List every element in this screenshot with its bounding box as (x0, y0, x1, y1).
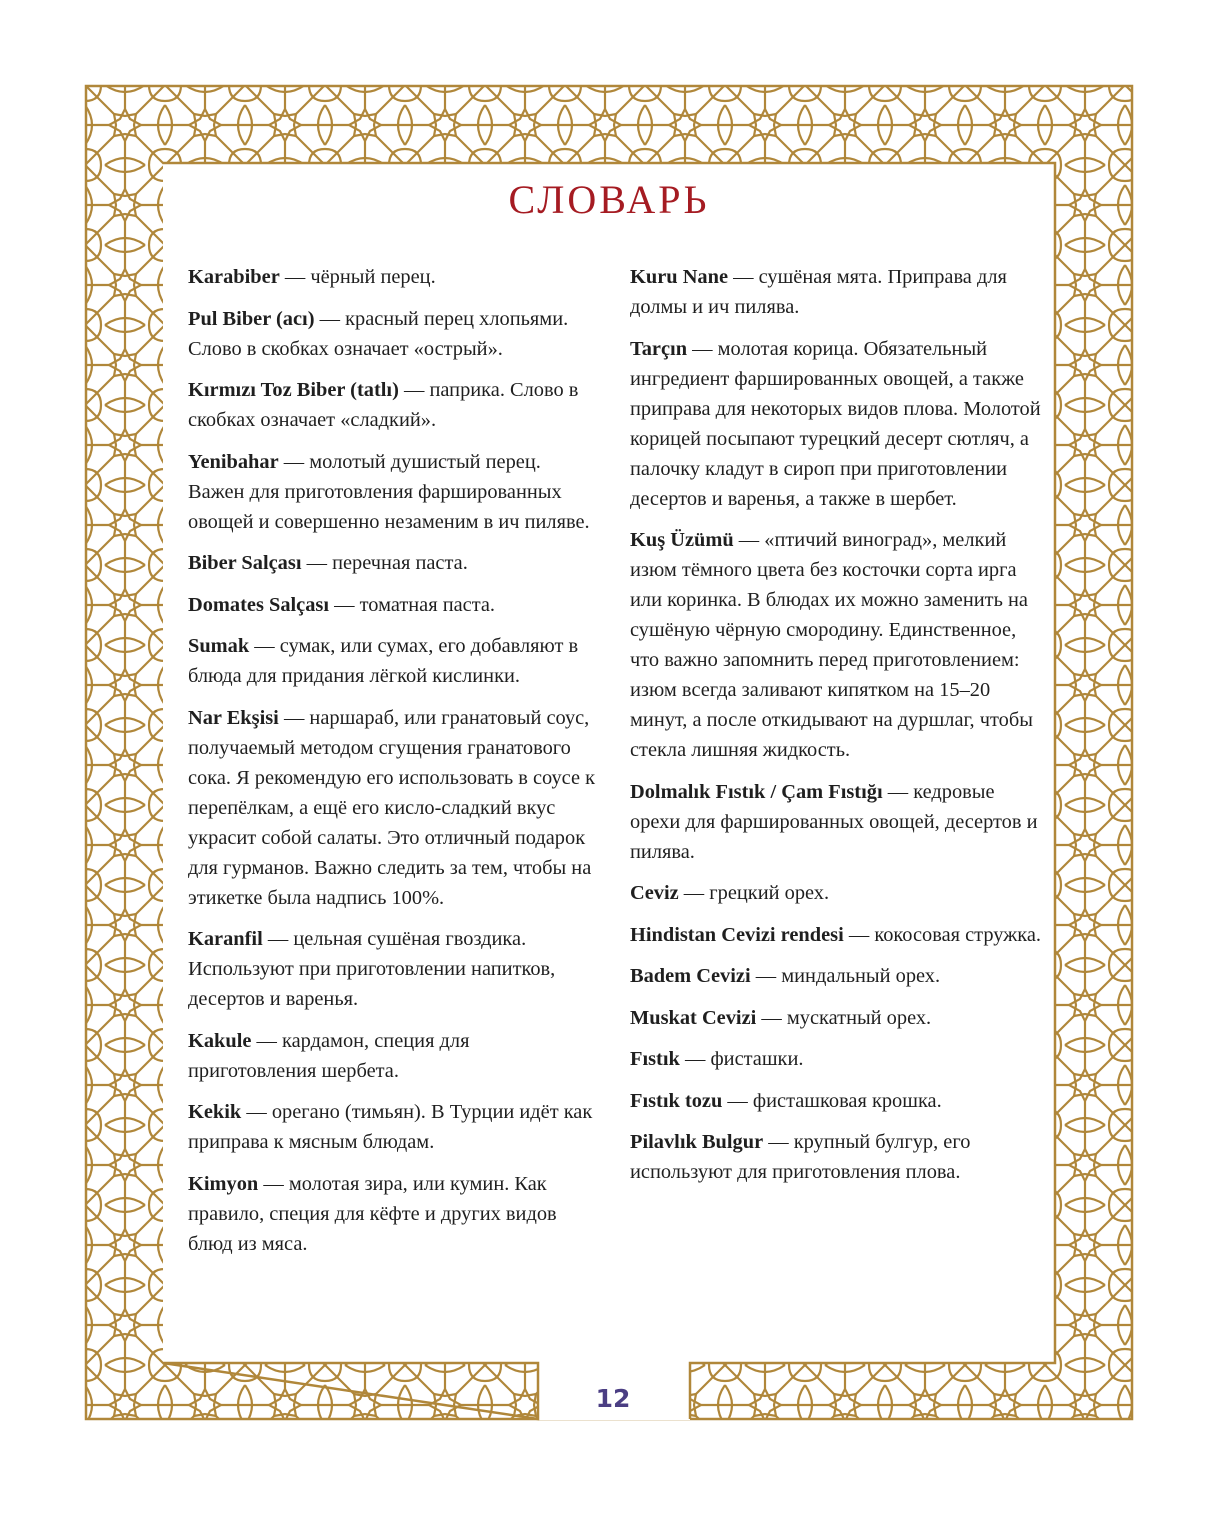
entry-term: Biber Salçası (188, 552, 302, 574)
glossary-entry (188, 304, 598, 364)
entry-definition: — грецкий орех. (678, 882, 830, 904)
glossary-entry (630, 920, 1042, 950)
glossary-entry (188, 1026, 598, 1086)
entry-term: Dolmalık Fıstık / Çam Fıstığı (630, 780, 883, 803)
entry-definition: — мускатный орех. (756, 1006, 932, 1029)
glossary-entry (188, 924, 598, 1014)
entry-definition: — красный перец хлопьями. Слово в скобках означает «острый». (188, 307, 569, 360)
entry-term: Sumak (188, 635, 250, 657)
entry-definition: — кокосовая стружка. (843, 923, 1042, 946)
entry-definition: — кардамон, специя для приготовления шербета. (188, 1029, 470, 1082)
entry-definition: — кедровые орехи для фаршированных овощей, десертов и пилява. (630, 780, 1038, 863)
entry-term: Kuş Üzümü (630, 529, 734, 551)
glossary-entry (188, 375, 598, 435)
entry-term: Karanfil (188, 928, 263, 950)
entry-term: Badem Cevizi (630, 965, 751, 987)
glossary-column-left (188, 262, 598, 1270)
glossary-entry (188, 1169, 598, 1259)
entry-definition: — фисташки. (679, 1048, 804, 1070)
entry-term: Nar Ekşisi (188, 706, 279, 729)
entry-term: Kuru Nane (630, 266, 729, 288)
entry-term: Domates Salçası (188, 593, 330, 616)
glossary-entry (630, 1127, 1042, 1187)
entry-term: Pul Biber (acı) (188, 307, 315, 330)
glossary-entry (630, 334, 1042, 514)
glossary-entry (630, 1044, 1042, 1074)
entry-definition: — томатная паста. (329, 593, 496, 616)
entry-definition: — чёрный перец. (279, 266, 436, 288)
glossary-entry (630, 525, 1042, 765)
glossary-entry (630, 878, 1042, 908)
entry-definition: — орегано (тимьян). В Турции идёт как приправа к мясным блюдам. (188, 1101, 593, 1153)
glossary-entry (630, 1003, 1042, 1033)
glossary-entry (188, 703, 598, 913)
entry-term: Karabiber (188, 266, 280, 288)
glossary-entry (188, 590, 598, 620)
entry-term: Fıstık tozu (630, 1089, 723, 1112)
entry-definition: — «птичий виноград», мелкий изюм тёмного цвета без косточки сорта ирга или коринка. В блюдах их можно заменить на сушёную чёрную смородину. Единственное, что важно запомнить перед приготовлением: изюм всегда заливают кипятком на 15–20 минут, а после откидывают на дуршлаг, чтобы стекла лишняя жидкость. (630, 529, 1033, 761)
glossary-entry (630, 1086, 1042, 1116)
glossary-entry (630, 961, 1042, 991)
glossary-entry (188, 631, 598, 691)
entry-term: Kekik (188, 1101, 242, 1123)
entry-definition: — миндальный орех. (750, 965, 941, 987)
entry-term: Yenibahar (188, 450, 279, 473)
glossary-entry (630, 262, 1042, 322)
entry-definition: — молотая зира, или кумин. Как правило, специя для кёфте и других видов блюд из мяса. (188, 1172, 557, 1255)
glossary-entry (188, 447, 598, 537)
page-title: СЛОВАРЬ (508, 177, 710, 222)
glossary-column-right (630, 262, 1042, 1199)
entry-term: Hindistan Cevizi rendesi (630, 923, 844, 946)
entry-term: Tarçın (630, 337, 688, 360)
entry-term: Kakule (188, 1029, 252, 1052)
entry-definition: — перечная паста. (301, 552, 468, 574)
entry-term: Muskat Cevizi (630, 1006, 757, 1029)
entry-definition: — наршараб, или гранатовый соус, получаемый методом сгущения гранатового сока. Я рекомендую его использовать в соусе к перепёлкам, а ещё его кисло-сладкий вкус украсит собой салаты. Это отличный подарок для гурманов. Важно следить за тем, чтобы на этикетке была надпись 100%. (188, 706, 596, 909)
glossary-entry (188, 1097, 598, 1157)
entry-term: Pilavlık Bulgur (630, 1131, 764, 1153)
entry-definition: — сушёная мята. Приправа для долмы и ич пилява. (630, 266, 1007, 318)
entry-term: Fıstık (630, 1048, 680, 1070)
entry-definition: — сумак, или сумах, его добавляют в блюда для придания лёгкой кислинки. (188, 635, 579, 687)
glossary-entry (630, 777, 1042, 867)
entry-definition: — крупный булгур, его используют для приготовления плова. (630, 1131, 971, 1183)
entry-definition: — фисташковая крошка. (722, 1089, 942, 1112)
entry-term: Kırmızı Toz Biber (tatlı) (188, 379, 399, 401)
glossary-entry (188, 262, 598, 292)
entry-definition: — паприка. Слово в скобках означает «сладкий». (188, 379, 579, 431)
entry-term: Ceviz (630, 882, 679, 904)
entry-definition: — молотая корица. Обязательный ингредиент фаршированных овощей, а также приправа для некоторых видов плова. Молотой корицей посыпают турецкий десерт сютляч, а палочку кладут в сироп при приготовлении десертов и варенья, а также в шербет. (630, 337, 1041, 510)
page-number: 12 (595, 1384, 631, 1413)
entry-term: Kimyon (188, 1172, 259, 1195)
entry-definition: — цельная сушёная гвоздика. Используют при приготовлении напитков, десертов и варенья. (188, 928, 556, 1010)
entry-definition: — молотый душистый перец. Важен для приготовления фаршированных овощей и совершенно незаменим в ич пиляве. (188, 450, 590, 533)
glossary-entry (188, 548, 598, 578)
